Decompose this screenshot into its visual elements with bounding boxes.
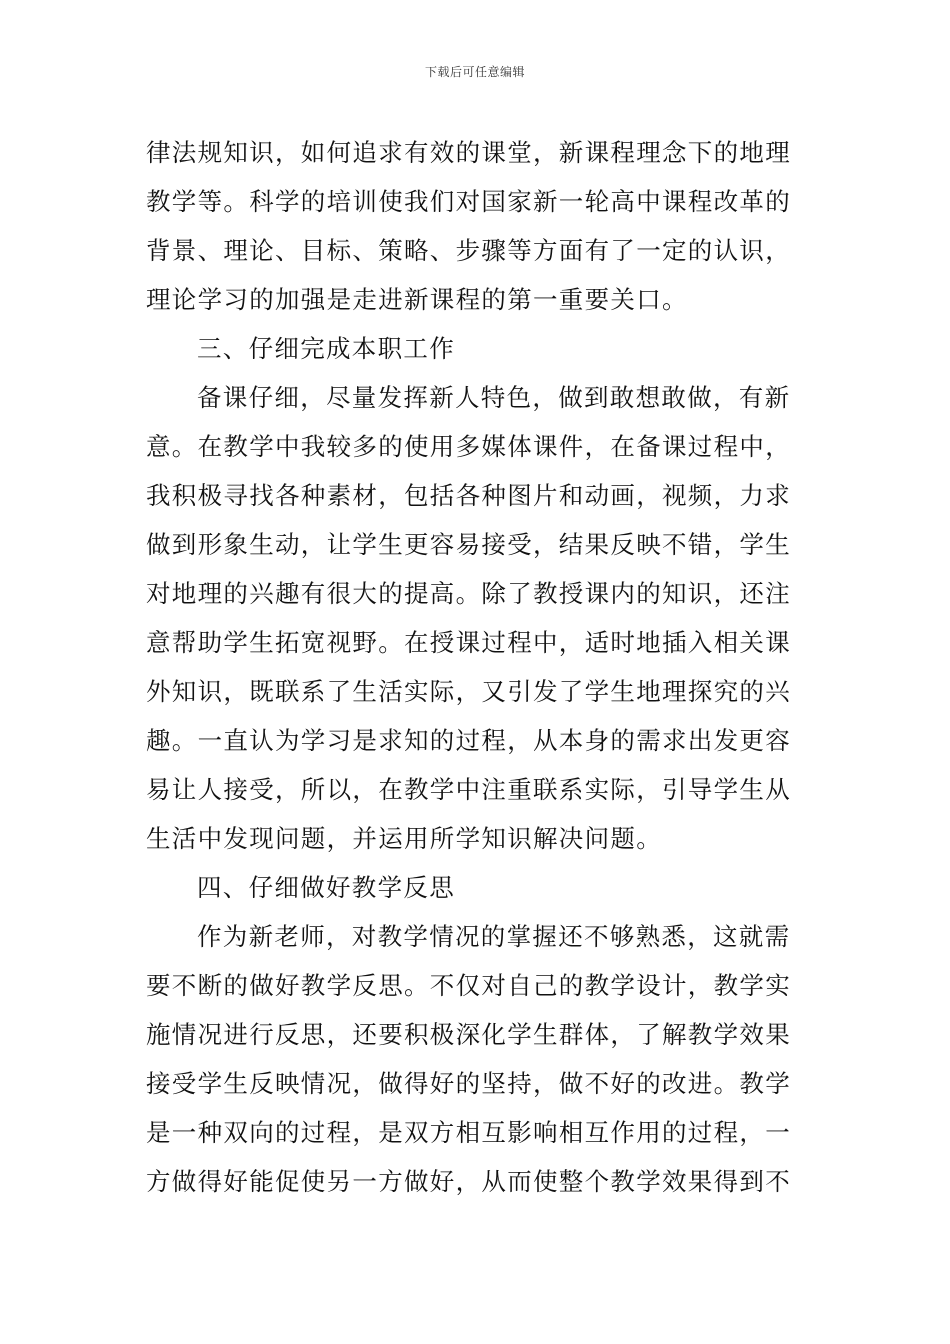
text-line: 做到形象生动，让学生更容易接受，结果反映不错，学生 bbox=[146, 530, 791, 559]
text-line: 生活中发现问题，并运用所学知识解决问题。 bbox=[146, 824, 662, 853]
text-line: 律法规知识，如何追求有效的课堂，新课程理念下的地理 bbox=[146, 138, 791, 167]
text-line: 意帮助学生拓宽视野。在授课过程中，适时地插入相关课 bbox=[146, 628, 791, 657]
text-line: 理论学习的加强是走进新课程的第一重要关口。 bbox=[146, 285, 688, 314]
text-line: 接受学生反映情况，做得好的坚持，做不好的改进。教学 bbox=[146, 1069, 791, 1098]
text-line: 方做得好能促使另一方做好，从而使整个教学效果得到不 bbox=[146, 1167, 791, 1196]
text-line: 三、仔细完成本职工作 bbox=[197, 334, 455, 363]
text-line: 对地理的兴趣有很大的提高。除了教授课内的知识，还注 bbox=[146, 579, 791, 608]
text-line: 教学等。科学的培训使我们对国家新一轮高中课程改革的 bbox=[146, 187, 791, 216]
text-line: 是一种双向的过程，是双方相互影响相互作用的过程，一 bbox=[146, 1118, 791, 1147]
text-line: 我积极寻找各种素材，包括各种图片和动画，视频，力求 bbox=[146, 481, 791, 510]
text-line: 施情况进行反思，还要积极深化学生群体，了解教学效果 bbox=[146, 1020, 791, 1049]
text-line: 备课仔细，尽量发挥新人特色，做到敢想敢做，有新 bbox=[197, 383, 791, 412]
text-line: 背景、理论、目标、策略、步骤等方面有了一定的认识， bbox=[146, 236, 791, 265]
text-line: 要不断的做好教学反思。不仅对自己的教学设计，教学实 bbox=[146, 971, 791, 1000]
document-body bbox=[146, 128, 806, 1206]
text-line: 作为新老师，对教学情况的掌握还不够熟悉，这就需 bbox=[197, 922, 791, 951]
text-line: 意。在教学中我较多的使用多媒体课件，在备课过程中， bbox=[146, 432, 791, 461]
text-line: 易让人接受，所以，在教学中注重联系实际，引导学生从 bbox=[146, 775, 791, 804]
text-line: 趣。一直认为学习是求知的过程，从本身的需求出发更容 bbox=[146, 726, 791, 755]
text-line: 外知识，既联系了生活实际，又引发了学生地理探究的兴 bbox=[146, 677, 791, 706]
text-line: 四、仔细做好教学反思 bbox=[197, 873, 455, 902]
page-header: 下载后可任意编辑 bbox=[424, 65, 525, 79]
